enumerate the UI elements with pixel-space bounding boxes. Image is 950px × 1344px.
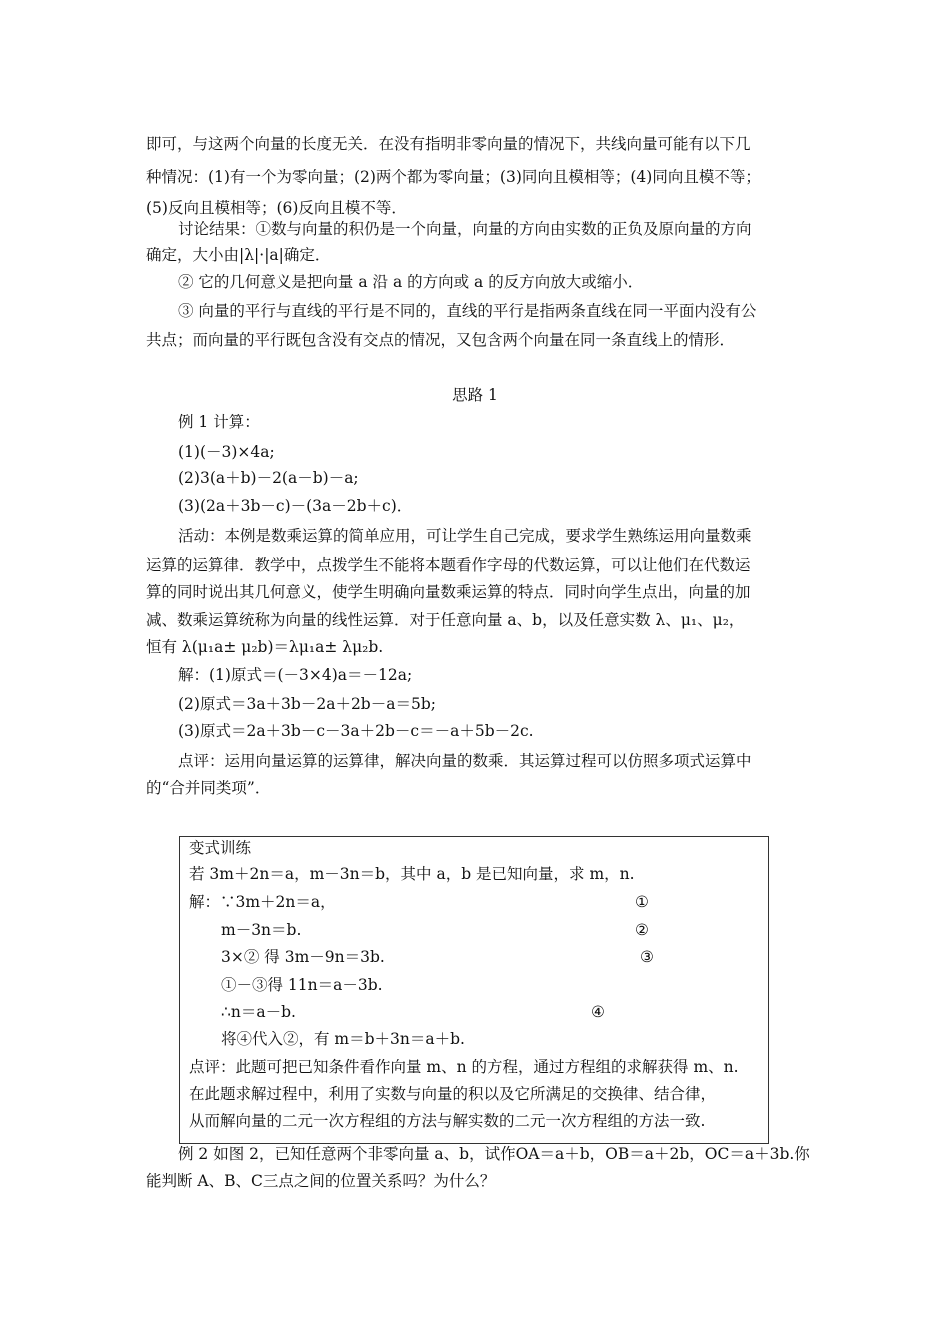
example1-question-1: (1)(－3)×4a; [178, 443, 275, 461]
exercise-step-5: ∴n＝a－b. [221, 1003, 296, 1021]
example2-line-2: 能判断 A、B、C三点之间的位置关系吗？为什么？ [146, 1172, 496, 1190]
exercise-comment-2: 在此题求解过程中，利用了实数与向量的积以及它所满足的交换律、结合律， [189, 1085, 717, 1103]
equation-tag-3: ③ [640, 948, 654, 966]
solution-line-2: (2)原式＝3a＋3b－2a＋2b－a＝5b; [178, 695, 436, 713]
exercise-step-2: m－3n＝b. [221, 921, 302, 939]
solution-line-3: (3)原式＝2a＋3b－c－3a＋2b－c＝－a＋5b－2c. [178, 722, 534, 740]
example1-title: 例 1 计算： [178, 413, 260, 431]
activity-line-2: 运算的运算律．教学中，点拨学生不能将本题看作字母的代数运算，可以让他们在代数运 [146, 556, 751, 574]
equation-tag-4: ④ [591, 1003, 605, 1021]
comment-line-1: 点评：运用向量运算的运算律，解决向量的数乘．其运算过程可以仿照多项式运算中 [178, 752, 752, 770]
discussion-line-5: 共点；而向量的平行既包含没有交点的情况，又包含两个向量在同一条直线上的情形． [146, 331, 736, 349]
activity-line-5: 恒有 λ(μ₁a± μ₂b)＝λμ₁a± λμ₂b. [146, 638, 384, 656]
example1-question-3: (3)(2a＋3b－c)－(3a－2b＋c)． [178, 497, 413, 515]
discussion-line-3: ② 它的几何意义是把向量 a 沿 a 的方向或 a 的反方向放大或缩小． [178, 273, 644, 291]
exercise-step-6: 将④代入②，有 m＝b＋3n＝a＋b. [221, 1030, 465, 1048]
discussion-line-4: ③ 向量的平行与直线的平行是不同的，直线的平行是指两条直线在同一平面内没有公 [178, 302, 757, 320]
exercise-title: 变式训练 [189, 839, 252, 857]
equation-tag-2: ② [635, 921, 649, 939]
solution-line-1: 解：(1)原式＝(－3×4)a＝－12a; [178, 666, 413, 684]
exercise-step-4: ①－③得 11n＝a－3b. [221, 976, 383, 994]
intro-line-1: 即可，与这两个向量的长度无关．在没有指明非零向量的情况下，共线向量可能有以下几 [146, 135, 751, 153]
exercise-comment-3: 从而解向量的二元一次方程组的方法与解实数的二元一次方程组的方法一致. [189, 1112, 706, 1130]
intro-line-3: (5)反向且模相等；(6)反向且模不等． [146, 199, 407, 217]
discussion-line-2: 确定，大小由|λ|·|a|确定． [146, 246, 331, 264]
intro-line-2: 种情况：(1)有一个为零向量；(2)两个都为零向量；(3)同向且模相等；(4)同向且模不等； [146, 168, 761, 186]
exercise-step-3: 3×② 得 3m－9n＝3b. [221, 948, 385, 966]
equation-tag-1: ① [635, 893, 649, 911]
example1-question-2: (2)3(a＋b)－2(a－b)－a; [178, 469, 359, 487]
activity-line-1: 活动：本例是数乘运算的简单应用，可让学生自己完成，要求学生熟练运用向量数乘 [178, 527, 752, 545]
activity-line-3: 算的同时说出其几何意义，使学生明确向量数乘运算的特点．同时向学生点出，向量的加 [146, 583, 751, 601]
activity-line-4: 减、数乘运算统称为向量的线性运算．对于任意向量 a、b，以及任意实数 λ、μ₁、μ₂， [146, 611, 745, 629]
comment-line-2: 的“合并同类项”． [146, 779, 271, 797]
exercise-step-1: 解：∵3m＋2n＝a， [189, 893, 336, 911]
exercise-problem: 若 3m＋2n＝a，m－3n＝b，其中 a，b 是已知向量，求 m，n. [189, 865, 635, 883]
section-title: 思路 1 [452, 386, 498, 404]
discussion-line-1: 讨论结果：①数与向量的积仍是一个向量，向量的方向由实数的正负及原向量的方向 [178, 220, 752, 238]
exercise-comment-1: 点评：此题可把已知条件看作向量 m、n 的方程，通过方程组的求解获得 m、n. [189, 1058, 739, 1076]
example2-line-1: 例 2 如图 2，已知任意两个非零向量 a、b，试作OA＝a＋b，OB＝a＋2b，OC＝a＋3b.你 [178, 1145, 810, 1163]
